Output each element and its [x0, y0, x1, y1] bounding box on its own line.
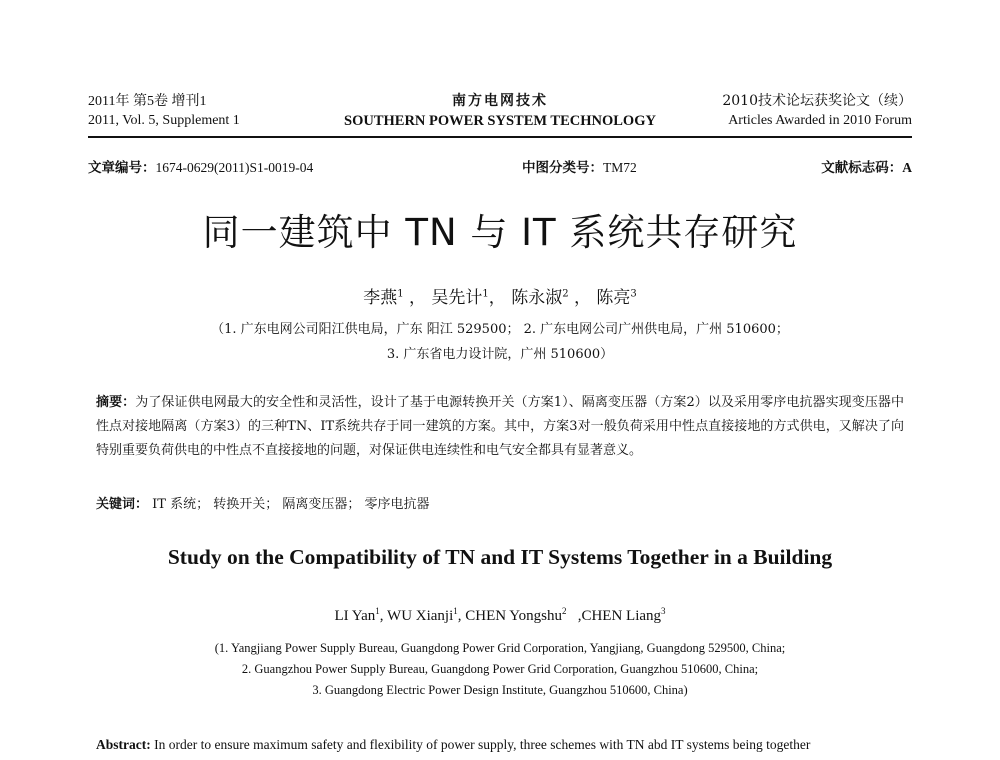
author-cn: 李燕: [363, 288, 398, 308]
keywords-cn-label: 关键词：: [96, 497, 149, 512]
header-journal-en: SOUTHERN POWER SYSTEM TECHNOLOGY: [344, 113, 656, 129]
keywords-cn-text: IT 系统； 转换开关； 隔离变压器； 零序电抗器: [152, 497, 430, 512]
affiliation-en-line: 2. Guangzhou Power Supply Bureau, Guangdong Power Grid Corporation, Guangzhou 510600, China;: [241, 662, 759, 676]
author-en: LI Yan: [334, 608, 376, 624]
authors-cn: 李燕$^1$ ， 吴先计$^1$， 陈永淑$^2$ ， 陈亮$^3$: [363, 288, 637, 308]
page-title-cn: 同一建筑中 TN 与 IT 系统共存研究: [202, 211, 798, 254]
abstract-cn: [96, 391, 904, 463]
abstract-cn-label: 摘要：: [96, 395, 136, 410]
author-cn: 吴先计: [431, 288, 483, 308]
abstract-en-label: Abstract:: [96, 737, 151, 752]
affiliation-en-line: 3. Guangdong Electric Power Design Institute, Guangzhou 510600, China): [312, 683, 688, 697]
affiliation-cn-line: 3. 广东省电力设计院，广州 510600）: [386, 347, 614, 362]
article-number: 文章编号：1674-0629(2011)S1-0019-04: [88, 160, 314, 176]
keywords-cn: [96, 493, 430, 512]
authors-en: LI Yan$^1$, WU Xianji$^1$, CHEN Yongshu$^2$ ,CHEN Liang$^3$: [334, 606, 666, 624]
author-cn: 陈永淑: [511, 288, 563, 308]
abstract-cn-text: 为了保证供电网最大的安全性和灵活性，设计了基于电源转换开关（方案1）、隔离变压器（方案2）以及采用零序电抗器实现变压器中性点对接地隔离（方案3）的三种TN、IT系统共存于同一建筑的方案。其中，方案3对一般负荷采用中性点直接接地的方式供电，又解决了向特别重要负荷供电的中性点不直接接地的问题，对保证供电连续性和电气安全都具有显著意义。: [96, 395, 904, 458]
header-journal-cn: 南方电网技术: [452, 93, 548, 109]
abstract-en-text: In order to ensure maximum safety and flexibility of power supply, three schemes with TN abd IT systems being together: [154, 737, 811, 752]
clc-number: 中图分类号：TM72: [522, 160, 637, 176]
header-issue-en: 2011, Vol. 5, Supplement 1: [88, 113, 240, 128]
document-code: 文献标志码：A: [821, 160, 912, 176]
affiliation-cn-line: （1. 广东电网公司阳江供电局，广东 阳江 529500； 2. 广东电网公司广州供电局，广州 510600；: [211, 322, 789, 337]
header-rule: [88, 136, 912, 138]
abstract-en: [96, 737, 916, 753]
author-en: WU Xianji: [387, 608, 454, 624]
author-en: CHEN Liang: [581, 608, 662, 624]
author-cn: 陈亮: [596, 288, 631, 308]
header-issue-cn: 2011年 第5卷 增刊1: [88, 94, 207, 109]
page-title-en: Study on the Compatibility of TN and IT Systems Together in a Building: [167, 545, 833, 569]
header-section-en: Articles Awarded in 2010 Forum: [728, 113, 912, 128]
affiliation-en-line: (1. Yangjiang Power Supply Bureau, Guangdong Power Grid Corporation, Yangjiang, Guangdong 529500, China;: [214, 641, 786, 655]
header-section-cn: 2010技术论坛获奖论文（续）: [722, 93, 912, 109]
author-en: CHEN Yongshu: [465, 608, 562, 624]
